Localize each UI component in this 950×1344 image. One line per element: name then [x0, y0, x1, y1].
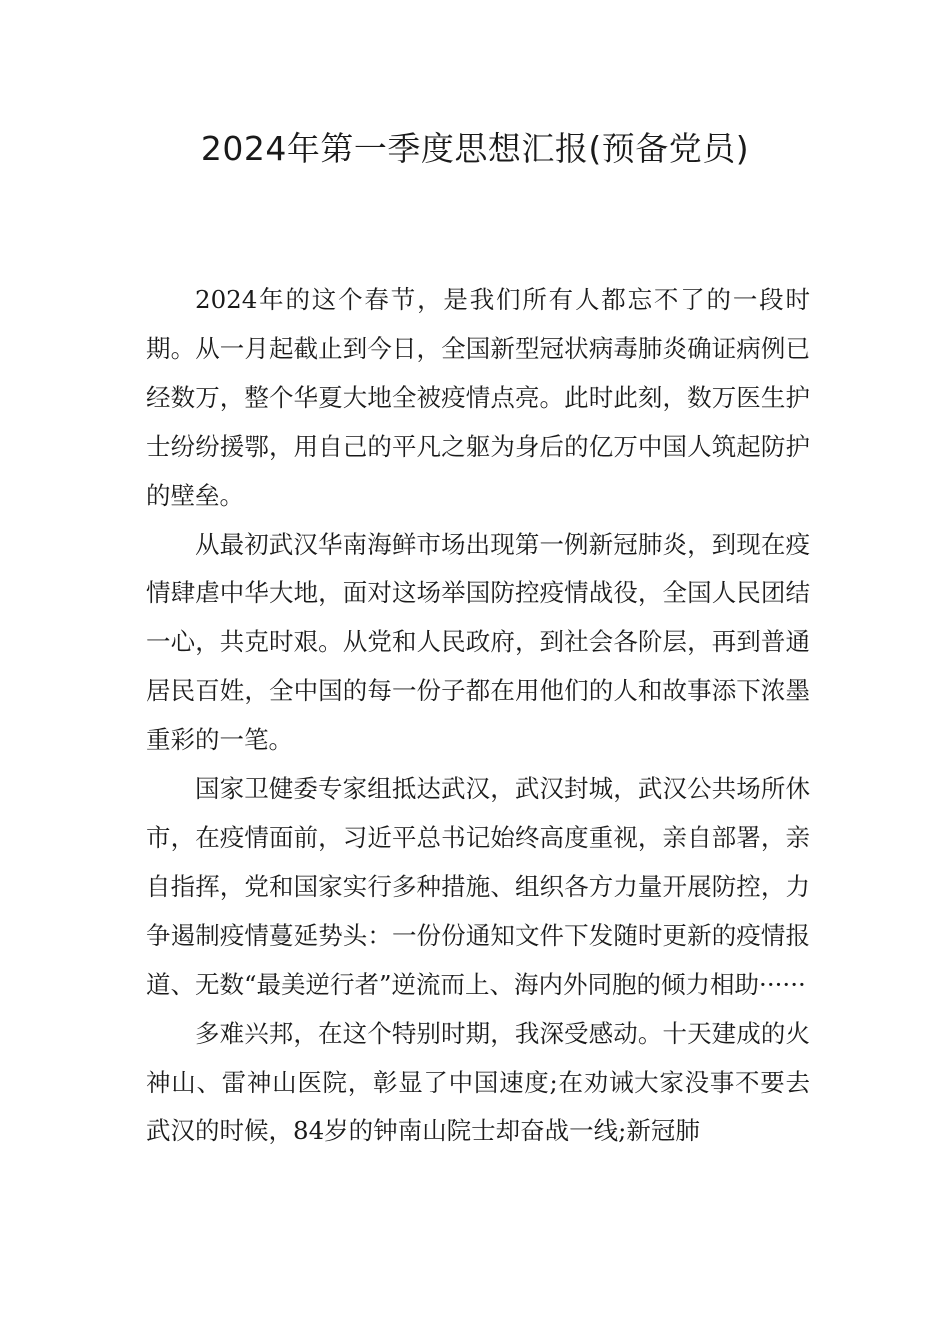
document-title: 2024年第一季度思想汇报(预备党员): [200, 129, 750, 168]
paragraph-1: 2024年的这个春节，是我们所有人都忘不了的一段时期。从一月起截止到今日，全国新型冠状病毒肺炎确证病例已经数万，整个华夏大地全被疫情点亮。此时此刻，数万医生护士纷纷援鄂，用自己的平凡之躯为身后的亿万中国人筑起防护的壁垒。: [146, 285, 810, 510]
document-body: [146, 276, 810, 1156]
paragraph-2: 从最初武汉华南海鲜市场出现第一例新冠肺炎，到现在疫情肆虐中华大地，面对这场举国防控疫情战役，全国人民团结一心，共克时艰。从党和人民政府，到社会各阶层，再到普通居民百姓，全中国的每一份子都在用他们的人和故事添下浓墨重彩的一笔。: [146, 529, 810, 755]
paragraph-4: 多难兴邦，在这个特别时期，我深受感动。十天建成的火神山、雷神山医院，彰显了中国速度;在劝诫大家没事不要去武汉的时候，84岁的钟南山院士却奋战一线;新冠肺: [146, 1018, 810, 1146]
paragraph-3: 国家卫健委专家组抵达武汉，武汉封城，武汉公共场所休市，在疫情面前，习近平总书记始终高度重视，亲自部署，亲自指挥，党和国家实行多种措施、组织各方力量开展防控，力争遏制疫情蔓延势头：一份份通知文件下发随时更新的疫情报道、无数“最美逆行者”逆流而上、海内外同胞的倾力相助······: [146, 774, 810, 999]
